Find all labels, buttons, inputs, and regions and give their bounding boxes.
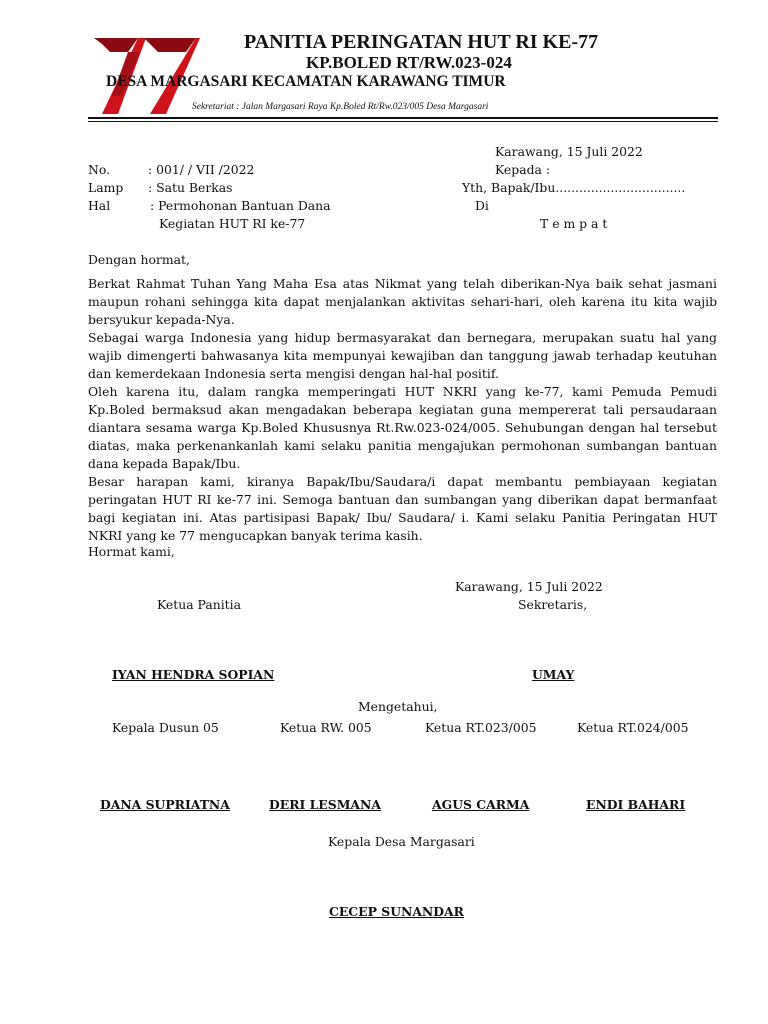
no-label: No. xyxy=(88,162,111,177)
official-title: Kepala Dusun 05 xyxy=(112,720,219,735)
kades-name: CECEP SUNANDAR xyxy=(329,904,464,919)
official-name: DERI LESMANA xyxy=(269,797,381,812)
kades-title: Kepala Desa Margasari xyxy=(328,834,475,849)
letterhead-rule-thick xyxy=(88,117,718,119)
official-title: Ketua RT.024/005 xyxy=(577,720,689,735)
lamp-value: : Satu Berkas xyxy=(148,180,233,195)
closing: Hormat kami, xyxy=(88,544,175,559)
official-name: DANA SUPRIATNA xyxy=(100,797,230,812)
letterhead-subtitle: KP.BOLED RT/RW.023-024 xyxy=(306,53,512,72)
lamp-label: Lamp xyxy=(88,180,124,195)
signature-date: Karawang, 15 Juli 2022 xyxy=(455,579,603,594)
mengetahui-label: Mengetahui, xyxy=(358,699,438,714)
recipient-line: Yth, Bapak/Ibu................................. xyxy=(462,180,686,195)
greeting: Dengan hormat, xyxy=(88,252,190,267)
ketua-title: Ketua Panitia xyxy=(157,597,241,612)
letter-date: Karawang, 15 Juli 2022 xyxy=(495,144,643,159)
sekretaris-name: UMAY xyxy=(532,667,575,682)
letterhead-title: PANITIA PERINGATAN HUT RI KE-77 xyxy=(244,31,599,53)
official-title: Ketua RT.023/005 xyxy=(425,720,537,735)
body-paragraph: Sebagai warga Indonesia yang hidup bermasyarakat dan bernegara, merupakan suatu hal yang wajib dimengerti bahwasanya kita mempunyai kewajiban dan tanggung jawab terhadap keutuhan dan kemerdekaan Indonesia serta mengisi dengan hal-hal positif. xyxy=(88,330,717,381)
no-value: : 001/ / VII /2022 xyxy=(148,162,255,177)
hal-value-2: Kegiatan HUT RI ke-77 xyxy=(159,216,306,231)
hal-value: : Permohonan Bantuan Dana xyxy=(150,198,331,213)
hal-label: Hal xyxy=(88,198,111,213)
ketua-name: IYAN HENDRA SOPIAN xyxy=(112,667,275,682)
letterhead-village: DESA MARGASARI KECAMATAN KARAWANG TIMUR xyxy=(106,73,506,90)
kepada-label: Kepada : xyxy=(495,162,551,177)
official-name: AGUS CARMA xyxy=(432,797,530,812)
body-paragraph: Berkat Rahmat Tuhan Yang Maha Esa atas Nikmat yang telah diberikan-Nya baik sehat jasmani maupun rohani sehingga kita dapat menjalankan aktivitas sehari-hari, oleh karena itu kita wajib bersyukur kepada-Nya. xyxy=(88,276,717,327)
official-name: ENDI BAHARI xyxy=(586,797,686,812)
letterhead-secretariat: Sekretariat : Jalan Margasari Raya Kp.Boled Rt/Rw.023/005 Desa Margasari xyxy=(192,102,489,112)
body-paragraph: Oleh karena itu, dalam rangka memperingati HUT NKRI yang ke-77, kami Pemuda Pemudi Kp.Boled bermaksud akan mengadakan beberapa kegiatan guna mempererat tali persaudaraan diantara sesama warga Kp.Boled Khususnya Rt.Rw.023-024/005. Sehubungan dengan hal tersebut diatas, maka perkenankanlah kami selaku panitia mengajukan permohonan sumbangan bantuan dana kepada Bapak/Ibu. xyxy=(88,384,717,471)
di-label: Di xyxy=(475,198,489,213)
official-title: Ketua RW. 005 xyxy=(280,720,372,735)
tempat-label: T e m p a t xyxy=(540,216,608,231)
letterhead-rule-thin xyxy=(88,121,718,122)
body-paragraph: Besar harapan kami, kiranya Bapak/Ibu/Saudara/i dapat membantu pembiayaan kegiatan peringatan HUT RI ke-77 ini. Semoga bantuan dan sumbangan yang diberikan dapat bermanfaat bagi kegiatan ini. Atas partisipasi Bapak/ Ibu/ Saudara/ i. Kami selaku Panitia Peringatan HUT NKRI yang ke 77 mengucapkan banyak terima kasih. xyxy=(88,474,717,543)
sekretaris-title: Sekretaris, xyxy=(518,597,588,612)
